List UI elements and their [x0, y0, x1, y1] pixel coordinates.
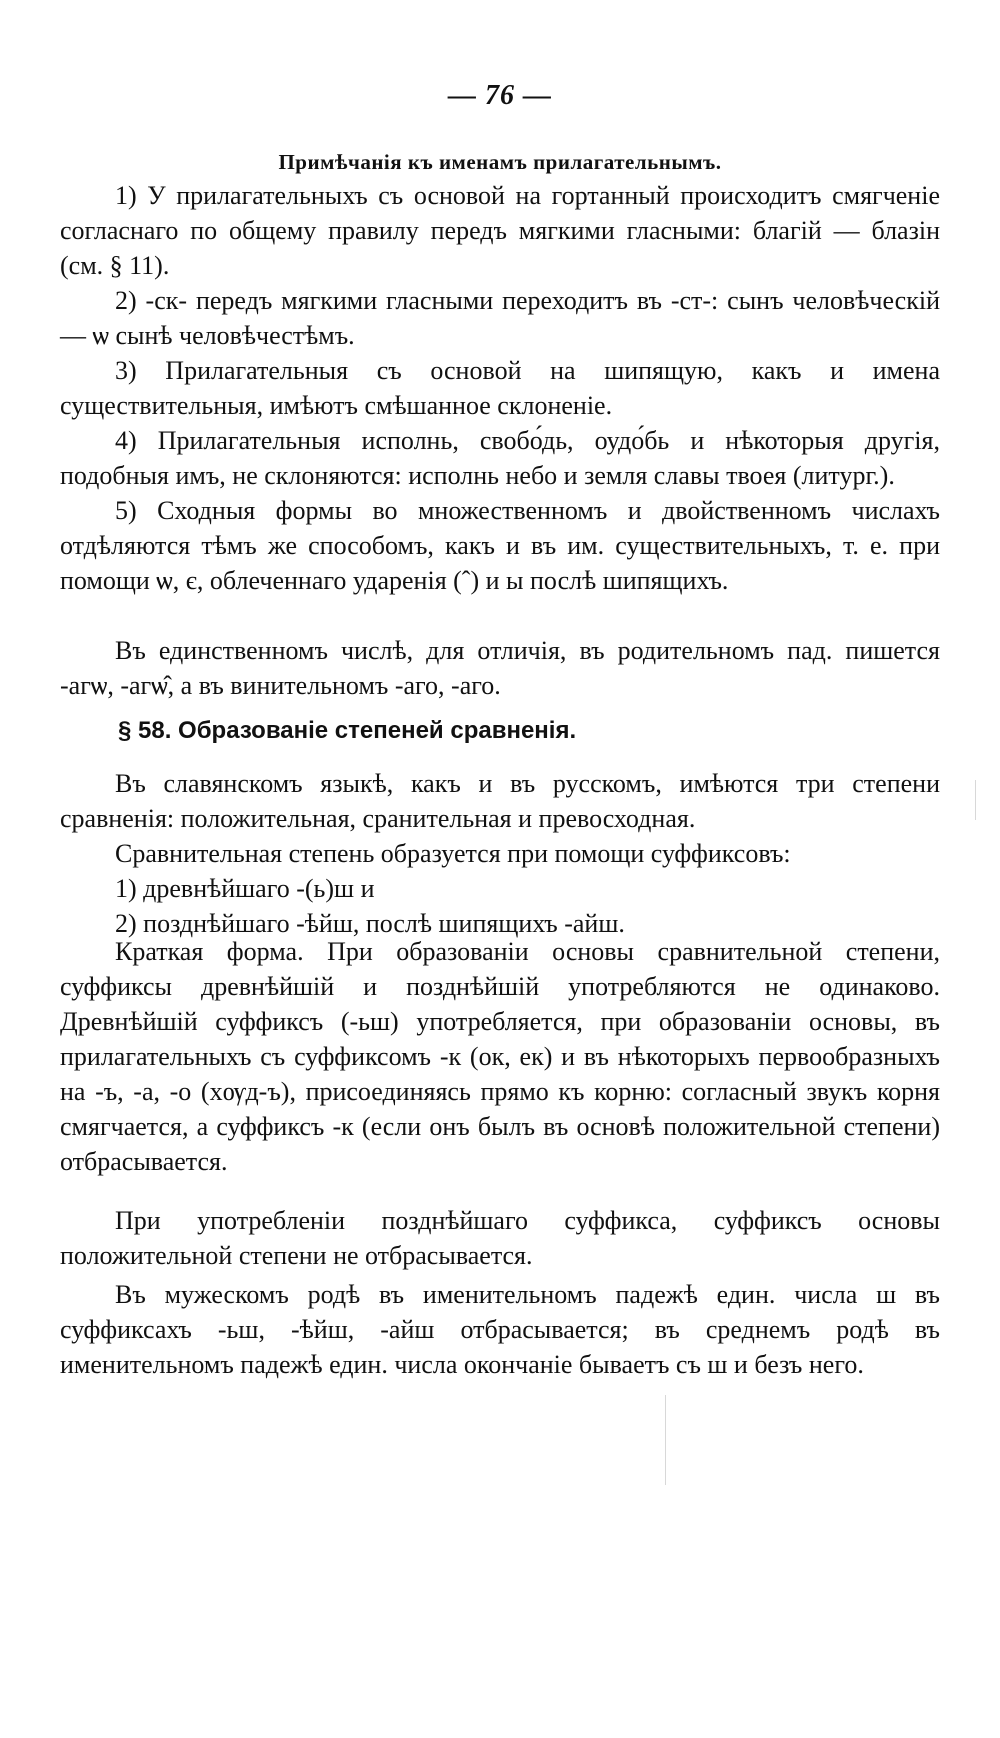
- scan-mark: [665, 1395, 666, 1485]
- note-after-block: [60, 633, 940, 703]
- paragraph-later-suffix: При употребленіи позднѣйшаго суффикса, суффиксъ основы положительной степени не отбрасывается.: [60, 1206, 940, 1270]
- note-5: 5) Сходныя формы во множественномъ и двойственномъ числахъ отдѣляются тѣмъ же способомъ, какъ и въ им. существительныхъ, т. е. при помощи ѡ, є, облеченнаго ударенія (ˆ) и ы послѣ шипящихъ.: [60, 496, 940, 595]
- note-3: 3) Прилагательныя съ основой на шипящую, какъ и имена существительныя, имѣютъ смѣшанное склоненіе.: [60, 356, 940, 420]
- note-2: 2) -ск- передъ мягкими гласными переходитъ въ -ст-: сынъ человѣческій — ѡ сынѣ человѣчестѣмъ.: [60, 286, 940, 350]
- notes-list: [60, 178, 940, 598]
- paragraph-short-form: Краткая форма. При образованіи основы сравнительной степени, суффиксы древнѣйшій и позднѣйшій употребляются не одинаково. Древнѣйшій суффиксъ (-ьш) употребляется, при образованіи основы, въ прилагательныхъ съ суффиксомъ -к (ок, ек) и въ нѣкоторыхъ первообразныхъ на -ъ, -а, -о (хѹд-ъ), присоединяясь прямо къ корню: согласный звукъ корня смягчается, а суффиксъ -к (если онъ былъ въ основѣ положительной степени) отбрасывается.: [60, 937, 940, 1176]
- section-body: [60, 766, 940, 941]
- note-after: Въ единственномъ числѣ, для отличія, въ родительномъ пад. пишется -агѡ, -агѡ̂, а въ винительномъ -аго, -аго.: [60, 636, 940, 700]
- section-intro: Въ славянскомъ языкѣ, какъ и въ русскомъ, имѣются три степени сравненія: положительная, сранительная и превосходная.: [60, 769, 940, 833]
- note-1: 1) У прилагательныхъ съ основой на гортанный происходитъ смягченіе согласнаго по общему правилу передъ мягкими гласными: благій — блазін (см. § 11).: [60, 181, 940, 280]
- page-number: — 76 —: [448, 80, 552, 111]
- later-suffix-block: [60, 1203, 940, 1273]
- suffix-item-2: 2) позднѣйшаго -ѣйш, послѣ шипящихъ -айш.: [115, 909, 625, 938]
- scan-mark: [975, 780, 976, 820]
- section-heading: § 58. Образованіе степеней сравненія.: [118, 717, 577, 744]
- suffix-item-1: 1) древнѣйшаго -(ь)ш и: [115, 874, 375, 903]
- notes-heading: Примѣчанія къ именамъ прилагательнымъ.: [278, 150, 722, 174]
- note-4: 4) Прилагательныя исполнь, свобо́дь, оудо́бь и нѣкоторыя другія, подобныя имъ, не склоняются: исполнь небо и земля славы твоея (литург.).: [60, 426, 940, 490]
- short-form-block: [60, 934, 940, 1179]
- paragraph-masculine: Въ мужескомъ родѣ въ именительномъ падежѣ един. числа ш въ суффиксахъ -ьш, -ѣйш, -айш отбрасывается; въ среднемъ родѣ въ именительномъ падежѣ един. числа окончаніе бываетъ съ ш и безъ него.: [60, 1280, 940, 1379]
- section-suffix-intro: Сравнительная степень образуется при помощи суффиксовъ:: [115, 839, 791, 868]
- masculine-block: [60, 1277, 940, 1382]
